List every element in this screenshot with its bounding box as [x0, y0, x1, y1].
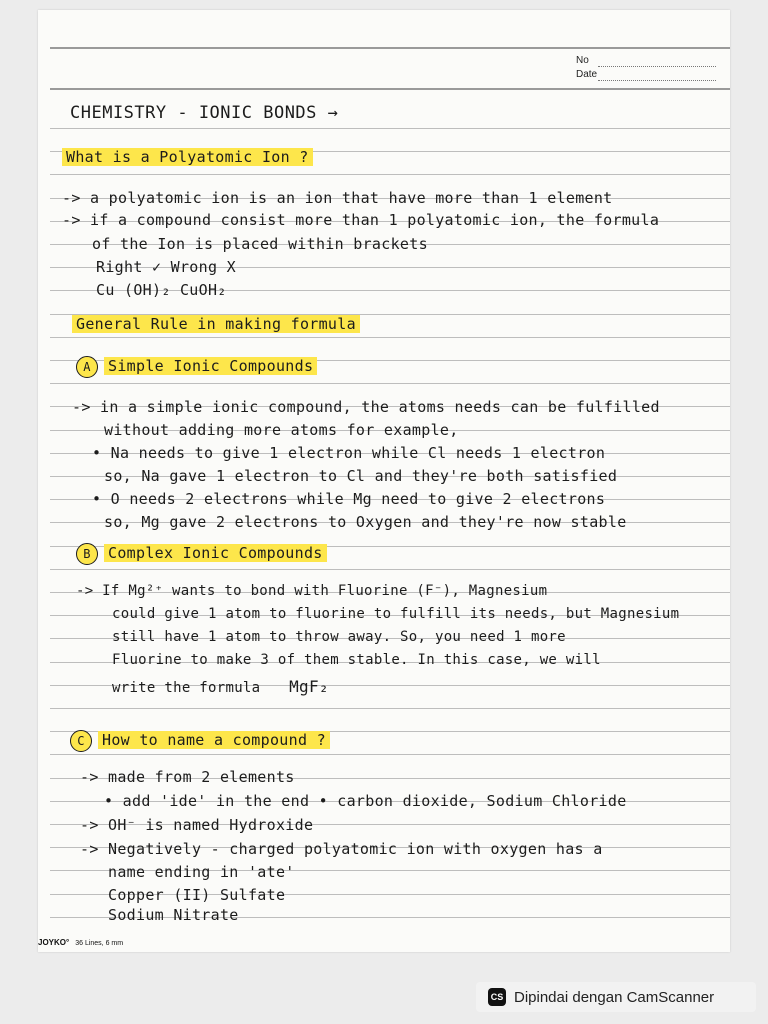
a-line-5: • O needs 2 electrons while Mg need to give 2 electrons — [92, 490, 606, 508]
line-1: -> a polyatomic ion is an ion that have more than 1 element — [62, 189, 613, 207]
line-4: Right ✓ Wrong X — [96, 258, 236, 276]
ruled-line — [50, 128, 730, 129]
general-rule-heading — [72, 315, 360, 333]
c-line-6: Copper (II) Sulfate — [108, 886, 286, 904]
question-text: What is a Polyatomic Ion ? — [62, 148, 313, 166]
b-line-3: still have 1 atom to throw away. So, you need 1 more — [112, 629, 566, 645]
ruled-line — [50, 337, 730, 338]
b-line-1: -> If Mg²⁺ wants to bond with Fluorine (F⁻), Magnesium — [76, 583, 548, 599]
title-text: CHEMISTRY - IONIC BONDS — [70, 103, 317, 123]
page-title — [70, 103, 338, 123]
section-a-badge: A — [76, 356, 98, 378]
ruled-line — [50, 708, 730, 709]
b-line-5 — [112, 677, 329, 696]
a-line-3: • Na needs to give 1 electron while Cl needs 1 electron — [92, 444, 606, 462]
ruled-line — [50, 569, 730, 570]
c-line-2: • add 'ide' in the end • carbon dioxide, Sodium Chloride — [104, 792, 627, 810]
b-line-2: could give 1 atom to fluorine to fulfill its needs, but Magnesium — [112, 606, 680, 622]
c-line-4: -> Negatively - charged polyatomic ion with oxygen has a — [80, 840, 603, 858]
section-b-title: Complex Ionic Compounds — [104, 544, 327, 562]
ruled-line — [50, 174, 730, 175]
c-line-7: Sodium Nitrate — [108, 906, 239, 924]
no-field — [598, 66, 716, 67]
section-a-title: Simple Ionic Compounds — [104, 357, 317, 375]
a-line-2: without adding more atoms for example, — [104, 421, 459, 439]
line-2: -> if a compound consist more than 1 polyatomic ion, the formula — [62, 211, 660, 229]
question-heading — [62, 148, 313, 166]
b-line-4: Fluorine to make 3 of them stable. In this case, we will — [112, 652, 601, 668]
date-label: Date — [576, 69, 598, 80]
c-line-5: name ending in 'ate' — [108, 863, 295, 881]
a-line-6: so, Mg gave 2 electrons to Oxygen and they're now stable — [104, 513, 627, 531]
no-label: No — [576, 55, 589, 66]
formula: MgF₂ — [289, 677, 329, 696]
camscanner-icon: CS — [488, 988, 506, 1006]
c-line-3: -> OH⁻ is named Hydroxide — [80, 816, 314, 834]
camscanner-text: Dipindai dengan CamScanner — [514, 988, 715, 1006]
date-field — [598, 80, 716, 81]
brand-name: JOYKO° — [38, 938, 70, 947]
ruled-line — [50, 754, 730, 755]
line-5: Cu (OH)₂ CuOH₂ — [96, 281, 227, 299]
b-line-5-text: write the formula — [112, 680, 261, 696]
section-b-heading — [76, 543, 327, 565]
top-rule — [50, 47, 730, 49]
line-3: of the Ion is placed within brackets — [92, 235, 428, 253]
a-line-4: so, Na gave 1 electron to Cl and they're both satisfied — [104, 467, 618, 485]
section-c-title: How to name a compound ? — [98, 731, 330, 749]
section-a-heading — [76, 356, 317, 378]
ruled-line — [50, 383, 730, 384]
a-line-1: -> in a simple ionic compound, the atoms needs can be fulfilled — [72, 398, 660, 416]
general-rule-text: General Rule in making formula — [72, 315, 360, 333]
c-line-1: -> made from 2 elements — [80, 768, 295, 786]
arrow-icon: → — [327, 103, 339, 123]
section-b-badge: B — [76, 543, 98, 565]
section-c-heading — [70, 730, 330, 752]
notebook-brand — [38, 938, 123, 947]
camscanner-watermark — [476, 982, 756, 1012]
header-rule — [50, 88, 730, 90]
lines-spec: 36 Lines, 6 mm — [75, 940, 124, 947]
section-c-badge: C — [70, 730, 92, 752]
